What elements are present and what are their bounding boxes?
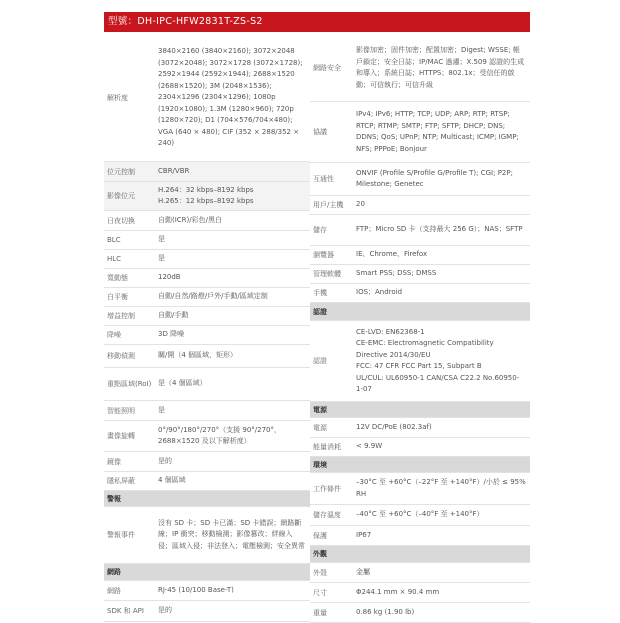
spec-value: 金屬 bbox=[356, 567, 370, 576]
spec-label: 畫像旋轉 bbox=[107, 432, 135, 440]
spec-value: 20 bbox=[356, 200, 365, 209]
spec-value: ONVIF (Profile S/Profile G/Profile T); CGI; P2P; Milestone; Genetec bbox=[356, 168, 513, 188]
spec-row bbox=[104, 401, 310, 421]
spec-row bbox=[104, 345, 310, 368]
spec-label: 外殼 bbox=[313, 568, 327, 577]
spec-value: FTP；Micro SD 卡（支持最大 256 G）；NAS；SFTP bbox=[356, 225, 523, 234]
spec-label: HLC bbox=[107, 255, 122, 263]
spec-label: 重點區域(RoI) bbox=[107, 380, 152, 388]
spec-label: 儲存 bbox=[313, 226, 327, 234]
spec-label: 重量 bbox=[313, 608, 327, 617]
spec-column-left bbox=[104, 35, 310, 622]
spec-label: 管理軟體 bbox=[313, 270, 341, 278]
spec-value: 3D 降噪 bbox=[158, 330, 185, 339]
spec-value: IE、Chrome、Firefox bbox=[356, 250, 428, 259]
spec-row bbox=[310, 583, 530, 603]
spec-label: BLC bbox=[107, 236, 121, 244]
spec-label: 警報事件 bbox=[107, 531, 135, 539]
spec-label: 工作條件 bbox=[313, 484, 341, 493]
spec-row bbox=[310, 35, 530, 102]
spec-row bbox=[104, 269, 310, 288]
spec-label: 網路 bbox=[107, 586, 121, 595]
spec-value: Smart PSS; DSS; DMSS bbox=[356, 269, 437, 278]
spec-value: 自動/自然/路燈/戶外/手動/區域定制 bbox=[158, 292, 268, 301]
spec-column-right bbox=[310, 35, 530, 623]
spec-label: 解析度 bbox=[107, 94, 128, 102]
spec-row bbox=[104, 452, 310, 472]
spec-row bbox=[104, 231, 310, 250]
spec-row bbox=[104, 211, 310, 231]
spec-value: 影像加密；固件加密；配置加密；Digest; WSSE; 帳戶鎖定；安全日誌；IP/MAC 過濾；X.509 認證的生成和導入；系統日誌；HTTPS；802.1x；受信任的啟動；可信執行；可信升級 bbox=[356, 46, 525, 89]
spec-row bbox=[104, 162, 310, 182]
spec-label: 手機 bbox=[313, 289, 327, 297]
spec-row bbox=[310, 196, 530, 215]
spec-value: 是的 bbox=[158, 606, 172, 615]
spec-row bbox=[104, 35, 310, 162]
spec-label: 能量消耗 bbox=[313, 443, 341, 451]
spec-row bbox=[104, 182, 310, 211]
spec-header: 型號：DH-IPC-HFW2831T-ZS-S2 bbox=[104, 12, 530, 32]
spec-row bbox=[104, 601, 310, 622]
section-header: 警報 bbox=[104, 491, 310, 507]
spec-row bbox=[104, 250, 310, 269]
spec-value: 是 bbox=[158, 254, 165, 263]
spec-value: 是 bbox=[158, 405, 165, 414]
spec-label: 協議 bbox=[313, 128, 327, 136]
spec-row bbox=[310, 418, 530, 438]
spec-label: 寬動態 bbox=[107, 274, 128, 282]
spec-value: 自動/手動 bbox=[158, 311, 189, 320]
spec-value: 是的 bbox=[158, 456, 172, 465]
spec-value: < 9.9W bbox=[356, 442, 383, 451]
spec-label: 增益控制 bbox=[107, 312, 135, 320]
spec-label: SDK 和 API bbox=[107, 607, 144, 615]
spec-value: 4 個區域 bbox=[158, 476, 186, 485]
spec-row bbox=[310, 563, 530, 583]
spec-label: 保護 bbox=[313, 531, 327, 540]
spec-row bbox=[104, 472, 310, 491]
spec-value: 是（4 個區域） bbox=[158, 379, 207, 388]
section-header: 認證 bbox=[310, 303, 530, 321]
spec-row bbox=[310, 102, 530, 163]
spec-value: CBR/VBR bbox=[158, 166, 190, 175]
section-header: 外觀 bbox=[310, 546, 530, 563]
spec-value: CE-LVD: EN62368-1 CE-EMC: Electromagnetic Compatibility Directive 2014/30/EU FCC: 47 CFR FCC Part 15, Subpart B UL/CUL: UL60950-1 CAN/CSA C22.2 No.60950-1-07 bbox=[356, 327, 520, 393]
spec-value: 120dB bbox=[158, 273, 181, 282]
spec-value: RJ-45 (10/100 Base-T) bbox=[158, 585, 234, 594]
spec-label: 尺寸 bbox=[313, 588, 327, 597]
spec-label: 降噪 bbox=[107, 331, 121, 339]
spec-value: Φ244.1 mm × 90.4 mm bbox=[356, 587, 440, 596]
spec-row bbox=[310, 603, 530, 623]
spec-value: 自動(ICR)/彩色/黑白 bbox=[158, 215, 222, 224]
spec-row bbox=[310, 215, 530, 246]
spec-label: 電源 bbox=[313, 423, 327, 432]
spec-value: IOS；Android bbox=[356, 288, 403, 297]
spec-row bbox=[104, 507, 310, 564]
spec-label: 用戶/主機 bbox=[313, 201, 344, 209]
spec-label: 瀏覽器 bbox=[313, 251, 334, 259]
spec-label: 隱私屏蔽 bbox=[107, 477, 135, 485]
spec-label: 鏡像 bbox=[107, 457, 121, 466]
spec-row bbox=[310, 473, 530, 505]
spec-label: 白平衡 bbox=[107, 293, 128, 301]
spec-value: IPv4; IPv6; HTTP; TCP; UDP; ARP; RTP; RTSP; RTCP; RTMP; SMTP; FTP; SFTP; DHCP; DNS; DDNS; QoS; UPnP; NTP; Multicast; ICMP; IGMP; NFS; PPPoE; Bonjour bbox=[356, 110, 519, 153]
spec-label: 日夜切換 bbox=[107, 216, 135, 225]
spec-row bbox=[104, 326, 310, 345]
spec-label: 認證 bbox=[313, 357, 327, 365]
spec-value: 沒有 SD 卡；SD 卡已滿；SD 卡錯誤；網路斷線；IP 衝突；移動檢測；影像篡改；絆線入侵；區域入侵；非法登入；電壓檢測；安全異常 bbox=[158, 518, 305, 550]
section-header: 環境 bbox=[310, 457, 530, 473]
spec-value: 是 bbox=[158, 235, 165, 244]
spec-value: IP67 bbox=[356, 530, 372, 539]
section-header: 電源 bbox=[310, 402, 530, 418]
spec-row bbox=[104, 288, 310, 307]
spec-row bbox=[310, 246, 530, 265]
spec-label: 智能照明 bbox=[107, 406, 135, 415]
spec-row bbox=[104, 368, 310, 401]
spec-value: 3840×2160 (3840×2160); 3072×2048 (3072×2048); 3072×1728 (3072×1728); 2592×1944 (2592×1944); 2688×1520 (2688×1520); 3M (2048×1536); 2304×1296 (2304×1296); 1080p (1920×1080); 1.3M (1280×960); 720p (1280×720); D1 (704×576/704×480); VGA (640 × 480); CIF (352 × 288/352 × 240) bbox=[158, 47, 303, 148]
spec-value: H.264：32 kbps–8192 kbps H.265：12 kbps–8192 kbps bbox=[158, 185, 254, 205]
spec-row bbox=[104, 421, 310, 452]
spec-row bbox=[310, 526, 530, 546]
section-header: 網路 bbox=[104, 564, 310, 581]
spec-row bbox=[310, 438, 530, 457]
spec-value: 0°/90°/180°/270°（支援 90°/270°，2688×1520 及以下解析度） bbox=[158, 425, 282, 445]
spec-row bbox=[104, 307, 310, 326]
spec-row bbox=[310, 163, 530, 196]
spec-value: –40°C 至 +60°C（–40°F 至 +140°F） bbox=[356, 510, 484, 519]
spec-label: 影像位元 bbox=[107, 192, 135, 200]
spec-label: 網路安全 bbox=[313, 64, 341, 72]
spec-row bbox=[104, 581, 310, 601]
spec-row bbox=[310, 321, 530, 402]
spec-value: 0.86 kg (1.90 lb) bbox=[356, 607, 415, 616]
spec-label: 移動偵測 bbox=[107, 352, 135, 360]
spec-row bbox=[310, 265, 530, 284]
spec-value: 12V DC/PoE (802.3af) bbox=[356, 422, 432, 431]
spec-value: 關/開（4 個區域，矩形） bbox=[158, 351, 238, 360]
spec-row bbox=[310, 505, 530, 526]
spec-label: 儲存溫度 bbox=[313, 511, 341, 519]
spec-label: 位元控制 bbox=[107, 167, 135, 176]
spec-row bbox=[310, 284, 530, 303]
spec-value: –30°C 至 +60°C（–22°F 至 +140°F）/小於 ≤ 95% RH bbox=[356, 478, 526, 498]
spec-label: 互通性 bbox=[313, 175, 334, 183]
